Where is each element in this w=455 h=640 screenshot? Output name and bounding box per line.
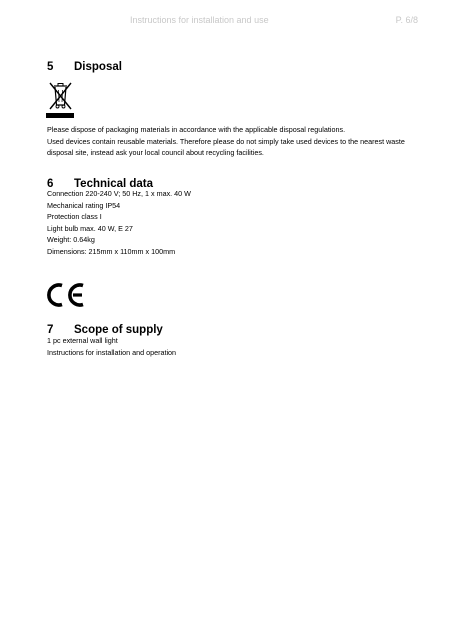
section-heading-disposal: [47, 60, 122, 74]
text-line: Instructions for installation and operation: [47, 347, 177, 357]
section-number: 7: [47, 324, 54, 336]
section-title: Scope of supply: [74, 324, 163, 336]
weee-crossed-bin-icon: [46, 81, 74, 119]
text-line: Please dispose of packaging materials in accordance with the applicable disposal regulations.: [47, 125, 346, 134]
page-number: P. 6/8: [395, 15, 418, 25]
section-number: 6: [47, 178, 54, 190]
scope-of-supply-text: [47, 335, 427, 358]
text-line: Protection class I: [47, 212, 102, 221]
text-line: 1 pc external wall light: [47, 336, 118, 345]
page-header: [0, 15, 455, 29]
text-line: disposal site, instead ask your local council about recycling facilities.: [47, 148, 264, 157]
text-line: Used devices contain reusable materials. Therefore please do not simply take used devices to the nearest waste: [47, 136, 405, 146]
text-line: Light bulb max. 40 W, E 27: [47, 223, 133, 233]
section-title: Technical data: [74, 178, 154, 190]
header-title: Instructions for installation and use: [130, 15, 269, 25]
ce-mark-icon: [45, 281, 87, 309]
text-line: Dimensions: 215mm x 110mm x 100mm: [47, 246, 176, 256]
section-title: Disposal: [74, 61, 122, 73]
section-number: 5: [47, 61, 54, 73]
text-line: Connection 220-240 V; 50 Hz, 1 x max. 40 W: [47, 189, 191, 198]
technical-data-text: [47, 188, 427, 257]
disposal-text: [47, 124, 427, 159]
text-line: Weight: 0.64kg: [47, 235, 95, 244]
text-line: Mechanical rating IP54: [47, 200, 121, 210]
